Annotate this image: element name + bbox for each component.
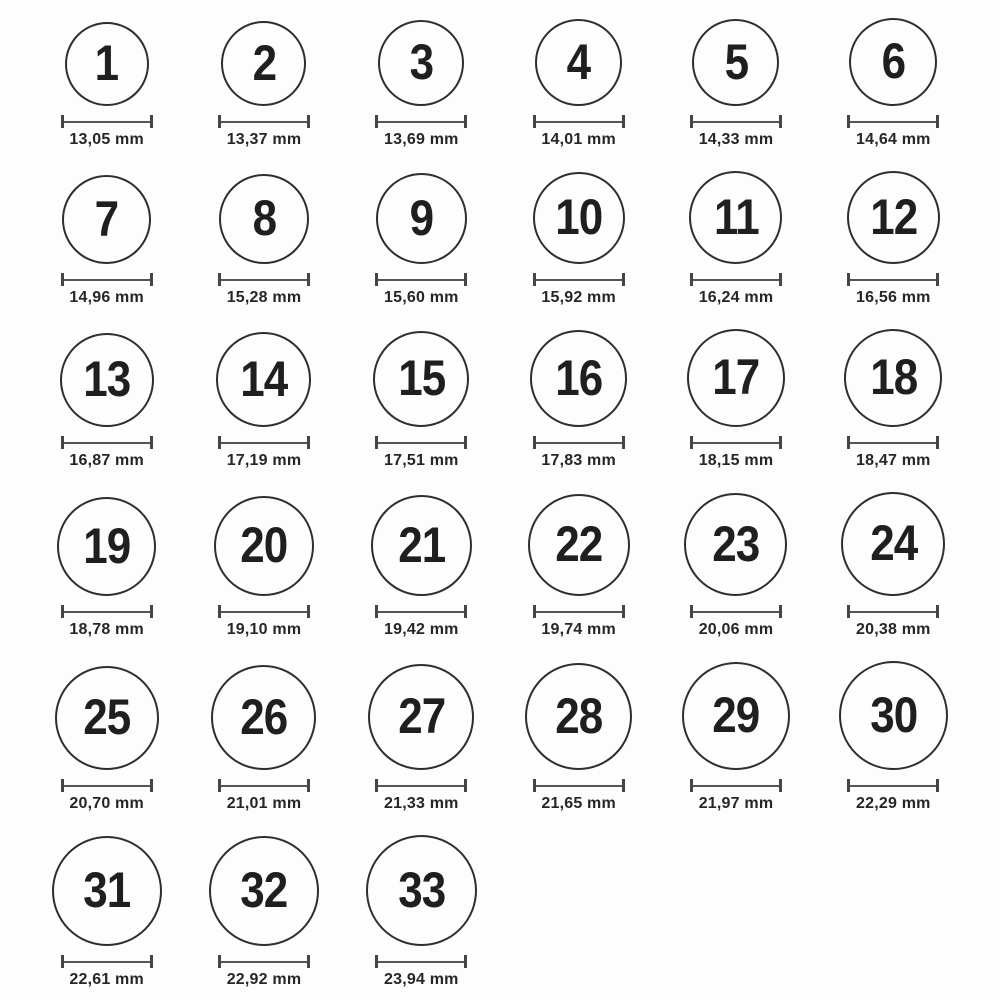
ring-circle [849, 18, 937, 106]
ring-size-number: 28 [555, 687, 603, 744]
diameter-label: 17,19 mm [226, 452, 302, 469]
ring-size-cell [52, 836, 162, 989]
ring-size-number: 23 [712, 515, 760, 572]
diameter-label: 14,01 mm [541, 131, 616, 148]
diameter-label: 18,47 mm [856, 452, 931, 469]
ring-circle [689, 171, 782, 264]
ring-size-cell [61, 22, 153, 149]
ring-size-number: 24 [869, 515, 917, 571]
diameter-measure-line [218, 273, 310, 286]
ring-circle [844, 329, 942, 427]
ring-size-cell [844, 329, 942, 470]
diameter-label: 21,97 mm [698, 795, 774, 812]
ring-circle [847, 171, 940, 264]
diameter-label: 17,83 mm [541, 452, 616, 469]
diameter-label: 15,28 mm [226, 289, 302, 306]
ring-size-number: 5 [724, 33, 748, 90]
ring-circle [216, 332, 311, 427]
diameter-label: 18,78 mm [69, 621, 144, 638]
ring-size-number: 13 [83, 351, 131, 407]
ring-size-cell [366, 835, 477, 989]
ring-size-cell [368, 664, 474, 813]
ring-size-number: 26 [240, 688, 288, 745]
ring-size-number: 32 [240, 862, 288, 918]
ring-circle [366, 835, 477, 946]
diameter-label: 18,15 mm [698, 452, 774, 469]
ring-size-number: 7 [94, 190, 119, 247]
ring-circle [692, 19, 779, 106]
diameter-measure-line [218, 605, 310, 618]
ring-size-cell [211, 665, 316, 813]
ring-circle [211, 665, 316, 770]
ring-circle [535, 19, 622, 106]
ring-size-number: 4 [566, 33, 591, 90]
ring-size-number: 9 [409, 189, 434, 246]
ring-circle [371, 495, 472, 596]
ring-circle [682, 662, 790, 770]
ring-size-cell [61, 175, 153, 307]
diameter-measure-line [690, 779, 782, 792]
diameter-measure-line [61, 273, 153, 286]
diameter-measure-line [847, 273, 939, 286]
ring-circle [533, 172, 625, 264]
ring-size-number: 21 [397, 516, 445, 573]
diameter-measure-line [690, 273, 782, 286]
diameter-measure-line [847, 779, 939, 792]
diameter-measure-line [218, 955, 310, 968]
ring-size-cell [375, 173, 467, 307]
ring-size-cell [690, 19, 782, 149]
ring-size-number: 11 [713, 188, 759, 245]
ring-size-number: 19 [83, 517, 131, 574]
diameter-label: 15,60 mm [384, 289, 459, 306]
diameter-measure-line [533, 436, 625, 449]
diameter-label: 17,51 mm [384, 452, 459, 469]
ring-circle [219, 174, 309, 264]
ring-size-cell [218, 174, 310, 307]
ring-circle [530, 330, 627, 427]
ring-size-cell [216, 332, 311, 470]
ring-size-cell [57, 497, 156, 639]
ring-size-number: 33 [397, 861, 445, 918]
diameter-label: 16,56 mm [856, 289, 931, 306]
ring-size-cell [847, 18, 939, 149]
ring-circle [376, 173, 467, 264]
diameter-measure-line [375, 115, 467, 128]
ring-size-number: 27 [397, 688, 445, 744]
ring-size-cell [687, 329, 785, 470]
ring-size-cell [373, 331, 469, 470]
ring-circle [209, 836, 319, 946]
diameter-measure-line [533, 273, 625, 286]
diameter-label: 21,01 mm [226, 795, 302, 812]
ring-circle [62, 175, 151, 264]
diameter-measure-line [533, 779, 625, 792]
ring-size-number: 6 [881, 33, 906, 89]
ring-circle [55, 666, 159, 770]
ring-size-cell [60, 333, 154, 470]
diameter-measure-line [847, 436, 939, 449]
diameter-measure-line [847, 605, 939, 618]
diameter-label: 14,33 mm [698, 131, 774, 148]
ring-size-cell [218, 21, 310, 149]
ring-size-number: 30 [869, 686, 917, 743]
diameter-label: 13,37 mm [226, 131, 302, 148]
diameter-measure-line [218, 436, 310, 449]
ring-circle [841, 492, 945, 596]
diameter-label: 20,06 mm [698, 621, 774, 638]
diameter-label: 20,70 mm [69, 795, 144, 812]
ring-circle [214, 496, 314, 596]
diameter-measure-line [375, 955, 467, 968]
ring-size-number: 20 [240, 517, 288, 573]
diameter-label: 13,69 mm [384, 131, 459, 148]
ring-size-number: 1 [94, 35, 119, 91]
diameter-label: 22,29 mm [856, 795, 931, 812]
ring-size-number: 14 [240, 350, 288, 407]
ring-size-cell [841, 492, 945, 639]
ring-circle [839, 661, 948, 770]
ring-size-cell [533, 19, 625, 149]
diameter-measure-line [375, 436, 467, 449]
ring-circle [57, 497, 156, 596]
diameter-measure-line [61, 955, 153, 968]
diameter-label: 16,24 mm [698, 289, 774, 306]
diameter-measure-line [847, 115, 939, 128]
diameter-measure-line [61, 436, 153, 449]
diameter-measure-line [61, 779, 153, 792]
ring-size-cell [684, 493, 787, 639]
diameter-label: 19,74 mm [541, 621, 616, 638]
ring-size-cell [533, 172, 625, 307]
diameter-label: 19,42 mm [384, 621, 459, 638]
diameter-measure-line [375, 605, 467, 618]
ring-circle [52, 836, 162, 946]
ring-size-cell [214, 496, 314, 639]
ring-size-number: 31 [83, 862, 131, 918]
diameter-label: 23,94 mm [384, 971, 459, 988]
ring-size-cell [371, 495, 472, 639]
diameter-measure-line [375, 779, 467, 792]
diameter-measure-line [375, 273, 467, 286]
ring-size-number: 2 [252, 34, 276, 91]
ring-size-number: 25 [83, 689, 131, 745]
ring-circle [528, 494, 630, 596]
ring-size-number: 17 [712, 349, 760, 405]
diameter-measure-line [61, 115, 153, 128]
diameter-measure-line [218, 779, 310, 792]
diameter-label: 20,38 mm [856, 621, 931, 638]
ring-size-cell [682, 662, 790, 813]
ring-circle [684, 493, 787, 596]
ring-size-cell [55, 666, 159, 813]
diameter-measure-line [690, 436, 782, 449]
ring-size-cell [375, 20, 467, 149]
ring-size-number: 22 [555, 516, 603, 572]
diameter-label: 14,64 mm [856, 131, 931, 148]
ring-size-number: 10 [555, 189, 603, 245]
ring-size-cell [530, 330, 627, 470]
diameter-label: 19,10 mm [226, 621, 302, 638]
ring-circle [221, 21, 306, 106]
diameter-measure-line [61, 605, 153, 618]
ring-circle [373, 331, 469, 427]
ring-size-number: 12 [869, 188, 917, 245]
ring-size-number: 18 [869, 349, 917, 405]
ring-size-number: 16 [555, 349, 603, 406]
ring-size-number: 3 [409, 34, 434, 90]
ring-size-cell [839, 661, 948, 813]
ring-size-cell [525, 663, 632, 813]
ring-size-cell [689, 171, 782, 307]
diameter-label: 14,96 mm [69, 289, 144, 306]
ring-size-number: 8 [252, 190, 276, 246]
ring-circle [687, 329, 785, 427]
diameter-label: 15,92 mm [541, 289, 616, 306]
ring-circle [378, 20, 464, 106]
ring-circle [525, 663, 632, 770]
ring-circle [368, 664, 474, 770]
diameter-label: 21,33 mm [384, 795, 459, 812]
ring-size-cell [528, 494, 630, 639]
ring-circle [65, 22, 149, 106]
diameter-label: 13,05 mm [69, 131, 144, 148]
diameter-measure-line [690, 605, 782, 618]
diameter-label: 22,92 mm [226, 971, 302, 988]
diameter-measure-line [218, 115, 310, 128]
ring-size-number: 15 [397, 350, 445, 406]
ring-size-number: 29 [712, 687, 760, 743]
ring-size-cell [847, 171, 940, 307]
diameter-label: 16,87 mm [69, 452, 144, 469]
diameter-measure-line [533, 115, 625, 128]
diameter-label: 22,61 mm [69, 971, 144, 988]
ring-circle [60, 333, 154, 427]
diameter-label: 21,65 mm [541, 795, 616, 812]
diameter-measure-line [690, 115, 782, 128]
ring-size-cell [209, 836, 319, 989]
diameter-measure-line [533, 605, 625, 618]
